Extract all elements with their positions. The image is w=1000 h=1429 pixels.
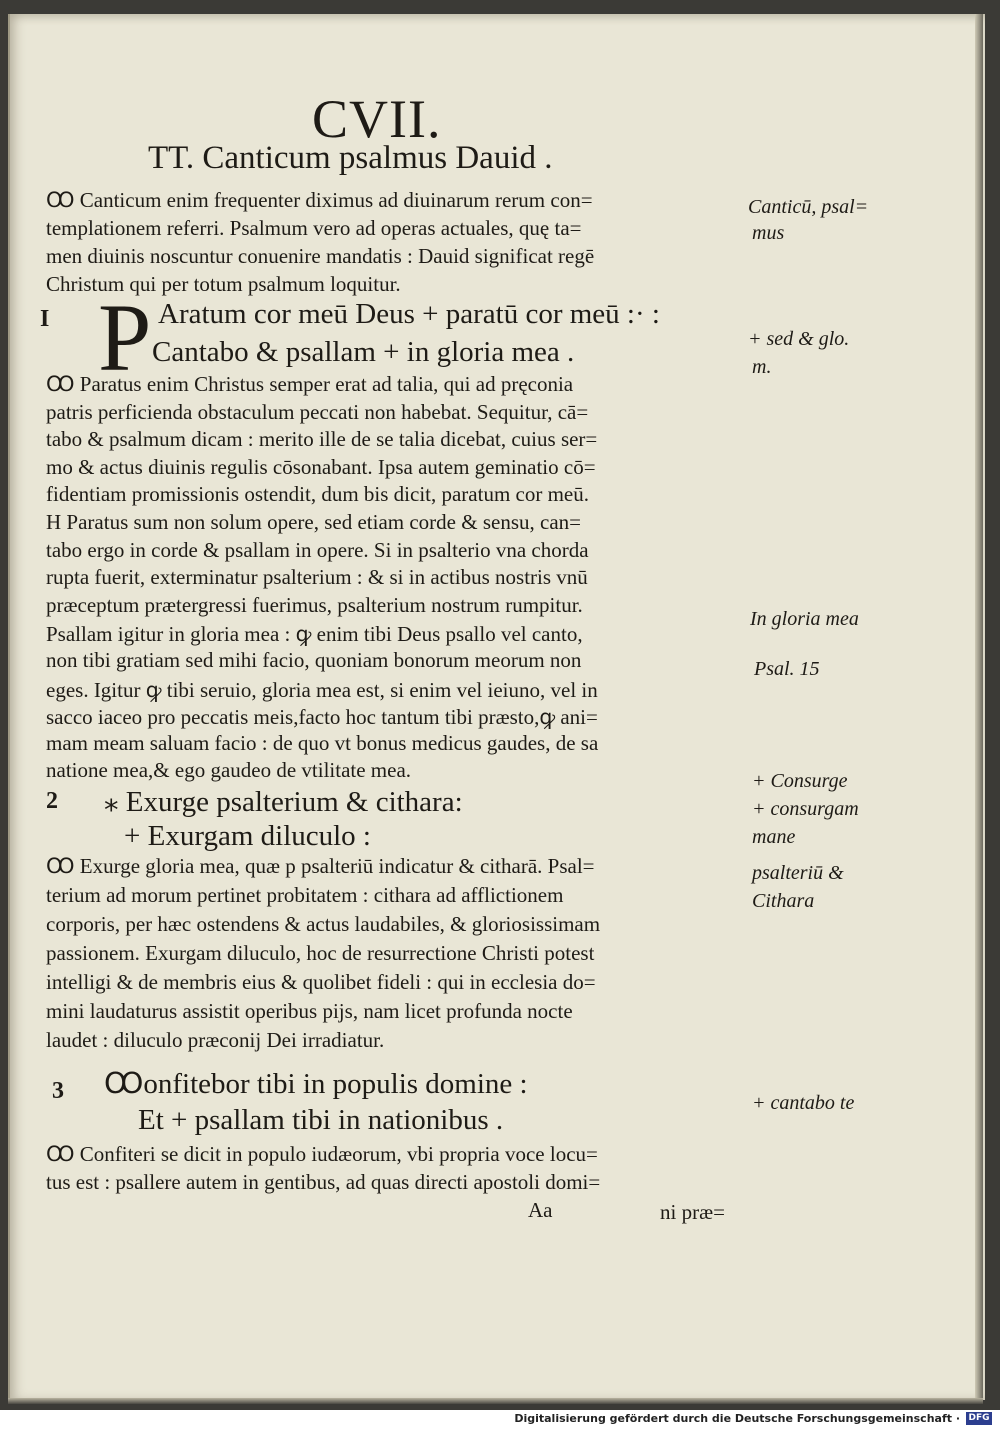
margin-note: + cantabo te — [752, 1092, 855, 1114]
commentary-line: mam meam saluam facio : de quo vt bonus medicus gaudes, de sa — [46, 730, 599, 755]
commentary-line: mini laudaturus assistit operibus pijs, nam licet profunda nocte — [46, 999, 573, 1023]
catchword: ni præ= — [660, 1200, 725, 1224]
margin-note: mane — [752, 826, 796, 848]
psalm-title: TT. Canticum psalmus Dauid . — [148, 140, 553, 176]
verse-line: + Exurgam diluculo : — [124, 820, 371, 852]
margin-note: Cithara — [752, 890, 815, 912]
commentary-line: terium ad morum pertinet probitatem : cithara ad afflictionem — [46, 883, 564, 907]
margin-note: Canticū, psal= — [748, 196, 869, 218]
verse-line: Aratum cor meū Deus + paratū cor meū :· : — [158, 298, 660, 330]
verse-line: Et + psallam tibi in nationibus . — [138, 1104, 504, 1136]
intro-line: templationem referri. Psalmum vero ad operas actuales, quę ta= — [46, 216, 582, 240]
margin-note: m. — [752, 356, 772, 378]
verse-line: Ꝏonfitebor tibi in populis domine : — [104, 1068, 528, 1100]
page-edge-right — [975, 14, 983, 1400]
commentary-line: tabo ergo in corde & psallam in opere. Si in psalterio vna chorda — [46, 537, 589, 562]
commentary-line: intelligi & de membris eius & quolibet fideli : qui in ecclesia do= — [46, 970, 596, 994]
commentary-line: Psallam igitur in gloria mea : ꝙ enim tibi Deus psallo vel canto, — [46, 622, 583, 647]
margin-note: Psal. 15 — [754, 658, 820, 680]
funding-credit: Digitalisierung gefördert durch die Deutsche Forschungsgemeinschaft · — [514, 1412, 960, 1425]
commentary-line: sacco iaceo pro peccatis meis,facto hoc tantum tibi præsto,ꝙ ani= — [46, 705, 598, 730]
intro-line: Ꝏ Canticum enim frequenter diximus ad diuinarum rerum con= — [46, 188, 593, 212]
margin-note: + sed & glo. — [748, 328, 850, 350]
commentary-line: fidentiam promissionis ostendit, dum bis dicit, paratum cor meū. — [46, 482, 590, 507]
commentary-line: Ꝏ Confiteri se dicit in populo iudæorum, vbi propria voce locu= — [46, 1142, 598, 1166]
margin-note: + Consurge — [752, 770, 848, 792]
intro-line: Christum qui per totum psalmum loquitur. — [46, 272, 401, 296]
verse-number: I — [40, 306, 50, 332]
commentary-line: patris perficienda obstaculum peccati non habebat. Sequitur, cā= — [46, 399, 589, 424]
dfg-logo: DFG — [966, 1412, 992, 1425]
commentary-line: præceptum prætergressi fuerimus, psalterium nostrum rumpitur. — [46, 592, 583, 617]
verse-number: 2 — [46, 788, 58, 814]
commentary-line: non tibi gratiam sed mihi facio, quoniam bonorum meorum non — [46, 648, 582, 672]
commentary-line: laudet : diluculo præconij Dei irradiatur. — [46, 1028, 385, 1052]
margin-note: + consurgam — [752, 798, 859, 820]
commentary-line: corporis, per hæc ostendens & actus laudabiles, & gloriosissimam — [46, 912, 601, 936]
intro-line: men diuinis noscuntur conuenire mandatis : Dauid significat regē — [46, 244, 595, 268]
commentary-line: eges. Igitur ꝙ tibi seruio, gloria mea est, si enim vel ieiuno, vel in — [46, 677, 598, 702]
margin-note: psalteriū & — [752, 862, 844, 884]
margin-note: In gloria mea — [750, 608, 859, 630]
page-edge-bottom — [8, 1398, 983, 1404]
verse-line: ⁎ Exurge psalterium & cithara: — [104, 786, 463, 818]
folio-number: CVII. — [312, 89, 442, 149]
commentary-line: H Paratus sum non solum opere, sed etiam corde & sensu, can= — [46, 510, 581, 534]
commentary-line: natione mea,& ego gaudeo de vtilitate mea. — [46, 758, 412, 783]
commentary-line: tus est : psallere autem in gentibus, ad quas directi apostoli domi= — [46, 1170, 601, 1194]
commentary-line: rupta fuerit, exterminatur psalterium : & si in actibus nostris vnū — [46, 565, 588, 590]
commentary-line: passionem. Exurgam diluculo, hoc de resurrectione Christi potest — [46, 941, 595, 965]
commentary-line: Ꝏ Exurge gloria mea, quæ p psalteriū indicatur & citharā. Psal= — [46, 854, 595, 878]
verse-line: Cantabo & psallam + in gloria mea . — [152, 336, 575, 368]
drop-capital: P — [98, 284, 152, 391]
verse-number: 3 — [52, 1078, 64, 1104]
commentary-line: tabo & psalmum dicam : merito ille de se talia dicebat, cuius ser= — [46, 427, 598, 452]
margin-note: mus — [752, 222, 785, 244]
commentary-line: mo & actus diuinis regulis cōsonabant. Ipsa autem geminatio cō= — [46, 454, 596, 479]
signature-mark: Aa — [528, 1198, 553, 1222]
commentary-line: Ꝏ Paratus enim Christus semper erat ad talia, qui ad pręconia — [46, 372, 574, 396]
